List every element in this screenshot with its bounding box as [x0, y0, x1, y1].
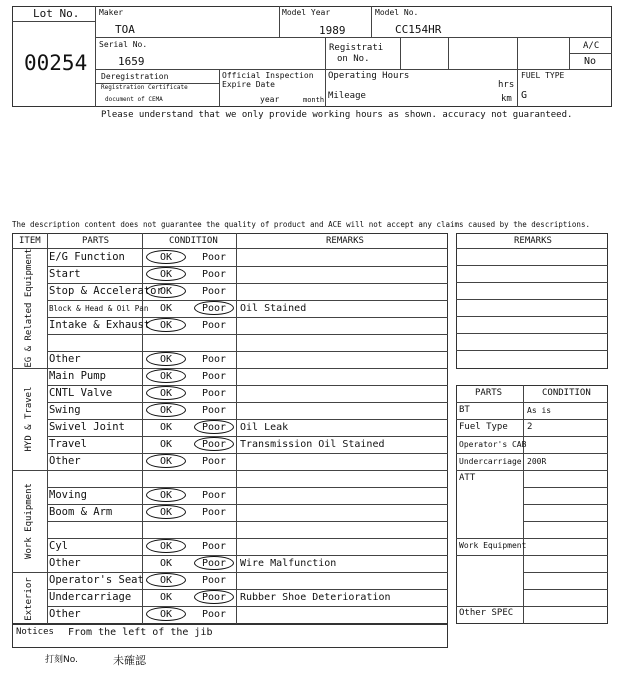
ok-circle-mark [146, 318, 186, 332]
row-remark: Oil Stained [240, 303, 307, 314]
condition-ok: OK [159, 575, 173, 586]
row-part: Boom & Arm [49, 506, 113, 518]
table-row [47, 521, 448, 538]
row-part: Other [49, 608, 81, 620]
condition-ok: OK [159, 286, 173, 297]
row-part: Other [49, 353, 81, 365]
table-row [47, 572, 448, 589]
right-part-undercarriage: Undercarriage [459, 457, 522, 466]
stamp-value: 未確認 [113, 654, 146, 667]
condition-poor: Poor [201, 609, 227, 620]
condition-poor: Poor [201, 354, 227, 365]
poor-circle-mark [194, 301, 234, 315]
table-row [47, 317, 448, 334]
right-parts-header: PARTS [475, 388, 503, 398]
group-eg-related: EG & Related Equipment [24, 248, 34, 368]
condition-poor: Poor [201, 320, 227, 331]
registration-label-1: Registrati [329, 43, 384, 53]
row-remark: Wire Malfunction [240, 558, 337, 569]
inspection-label-1: Official Inspection [222, 71, 314, 80]
row-part: Other [49, 455, 81, 467]
row-part: Undercarriage [49, 591, 132, 603]
condition-ok: OK [159, 354, 173, 365]
ok-circle-mark [146, 352, 186, 366]
condition-ok: OK [159, 456, 173, 467]
condition-poor: Poor [201, 252, 227, 263]
right-other-spec-label: Other SPEC [459, 608, 514, 618]
condition-ok: OK [159, 541, 173, 552]
table-row [47, 300, 448, 317]
row-remark: Rubber Shoe Deterioration [240, 592, 391, 603]
condition-poor: Poor [201, 575, 227, 586]
fuel-type-label: FUEL TYPE [521, 71, 565, 80]
poor-circle-mark [194, 556, 234, 570]
condition-ok: OK [159, 507, 173, 518]
condition-ok: OK [159, 303, 173, 314]
remarks-box [456, 233, 608, 369]
month-label: month [303, 96, 325, 104]
group-exterior: Exterior [24, 577, 34, 621]
condition-ok: OK [159, 592, 173, 603]
table-row [47, 453, 448, 470]
maker-value: TOA [115, 23, 135, 36]
table-row [47, 487, 448, 504]
condition-poor: Poor [201, 541, 227, 552]
row-part: Swing [49, 404, 81, 416]
condition-ok: OK [159, 439, 173, 450]
serial-no-label: Serial No. [99, 40, 148, 49]
row-part: Other [49, 557, 81, 569]
group-hyd-travel: HYD & Travel [24, 386, 34, 452]
group-work-equipment: Work Equipment [24, 483, 34, 559]
condition-poor: Poor [201, 490, 227, 501]
table-row [47, 538, 448, 555]
ac-value: No [584, 56, 597, 67]
row-part: Start [49, 268, 81, 280]
row-part: Moving [49, 489, 87, 501]
operating-hours-label: Operating Hours [328, 71, 410, 81]
serial-no-value: 1659 [118, 55, 145, 68]
table-row [47, 555, 448, 572]
disclaimer: The description content does not guarantee the quality of product and ACE will not accept any claims caused by the descriptions. [12, 220, 590, 229]
right-cond-fuel-type: 2 [527, 422, 533, 432]
table-row [47, 385, 448, 402]
condition-poor: Poor [201, 422, 227, 433]
ok-circle-mark [146, 505, 186, 519]
condition-ok: OK [159, 388, 173, 399]
condition-ok: OK [159, 422, 173, 433]
right-work-equipment-label: Work Equipment [459, 541, 527, 550]
notices-text: From the left of the jib [68, 627, 213, 638]
table-row [47, 368, 448, 385]
lot-no-value: 00254 [24, 51, 88, 75]
row-remark: Oil Leak [240, 422, 289, 433]
right-cond-undercarriage: 200R [527, 457, 547, 466]
poor-circle-mark [194, 437, 234, 451]
poor-circle-mark [194, 420, 234, 434]
document-of-cema-label: document of CEMA [105, 96, 163, 103]
model-no-label: Model No. [375, 8, 419, 17]
ok-circle-mark [146, 454, 186, 468]
row-remark: Transmission Oil Stained [240, 439, 385, 450]
right-part-att: ATT [459, 473, 476, 483]
condition-ok: OK [159, 609, 173, 620]
condition-poor: Poor [201, 303, 227, 314]
km-label: km [501, 94, 512, 104]
registration-label-2: on No. [337, 54, 370, 64]
maker-label: Maker [99, 8, 124, 17]
hrs-label: hrs [498, 80, 515, 90]
right-cond-bt: As is [527, 406, 552, 415]
table-row [47, 351, 448, 368]
condition-ok: OK [159, 269, 173, 280]
condition-ok: OK [159, 490, 173, 501]
right-part-operator-cab: Operator's CAB [459, 440, 527, 449]
ok-circle-mark [146, 284, 186, 298]
condition-poor: Poor [201, 286, 227, 297]
table-row [47, 283, 448, 300]
model-year-label: Model Year [282, 8, 331, 17]
inspection-label-2: Expire Date [222, 80, 275, 89]
table-row [47, 504, 448, 521]
table-row [47, 266, 448, 283]
row-part: Cyl [49, 540, 68, 552]
row-part: Intake & Exhaust [49, 319, 151, 331]
condition-ok: OK [159, 405, 173, 416]
condition-ok: OK [159, 371, 173, 382]
row-part: Stop & Accelerator [49, 285, 163, 297]
ac-label: A/C [583, 41, 600, 51]
condition-poor: Poor [201, 558, 227, 569]
condition-poor: Poor [201, 269, 227, 280]
notices-label: Notices [16, 627, 54, 637]
table-row [47, 436, 448, 453]
col-parts-header: PARTS [82, 236, 110, 246]
ok-circle-mark [146, 386, 186, 400]
model-no-value: CC154HR [395, 23, 442, 36]
row-part: Swivel Joint [49, 421, 125, 433]
stamp-label: 打刻No. [45, 655, 78, 665]
table-row [47, 470, 448, 487]
right-part-bt: BT [459, 405, 470, 415]
ok-circle-mark [146, 403, 186, 417]
model-year-value: 1989 [319, 24, 346, 37]
condition-ok: OK [159, 320, 173, 331]
ok-circle-mark [146, 607, 186, 621]
row-part: Block & Head & Oil Pan [49, 304, 149, 313]
col-remarks-header: REMARKS [326, 236, 364, 246]
condition-poor: Poor [201, 439, 227, 450]
table-row [47, 402, 448, 419]
right-part-fuel-type: Fuel Type [459, 422, 508, 432]
poor-circle-mark [194, 590, 234, 604]
right-remarks-header: REMARKS [514, 236, 552, 246]
row-part: CNTL Valve [49, 387, 113, 399]
table-row [47, 249, 448, 266]
condition-poor: Poor [201, 456, 227, 467]
deregistration-label: Deregistration [101, 72, 169, 81]
condition-poor: Poor [201, 388, 227, 399]
row-part: E/G Function [49, 251, 125, 263]
condition-ok: OK [159, 558, 173, 569]
lot-no-label: Lot No. [33, 7, 80, 20]
condition-poor: Poor [201, 371, 227, 382]
hours-note: Please understand that we only provide working hours as shown. accuracy not guaranteed. [101, 110, 573, 120]
ok-circle-mark [146, 250, 186, 264]
col-condition-header: CONDITION [169, 236, 218, 246]
table-row [47, 589, 448, 606]
col-item-header: ITEM [19, 236, 41, 246]
fuel-type-value: G [521, 90, 528, 101]
ok-circle-mark [146, 369, 186, 383]
registration-certificate-label: Registration Certificate [101, 84, 188, 91]
table-row [47, 419, 448, 436]
ok-circle-mark [146, 488, 186, 502]
row-part: Main Pump [49, 370, 106, 382]
condition-ok: OK [159, 252, 173, 263]
row-part: Operator's Seat [49, 574, 144, 586]
ok-circle-mark [146, 267, 186, 281]
ok-circle-mark [146, 573, 186, 587]
right-condition-header: CONDITION [542, 388, 591, 398]
row-part: Travel [49, 438, 87, 450]
table-row [47, 334, 448, 351]
table-row [47, 606, 448, 623]
condition-poor: Poor [201, 507, 227, 518]
condition-poor: Poor [201, 405, 227, 416]
year-label: year [260, 95, 280, 104]
ok-circle-mark [146, 539, 186, 553]
condition-poor: Poor [201, 592, 227, 603]
mileage-label: Mileage [328, 91, 366, 101]
